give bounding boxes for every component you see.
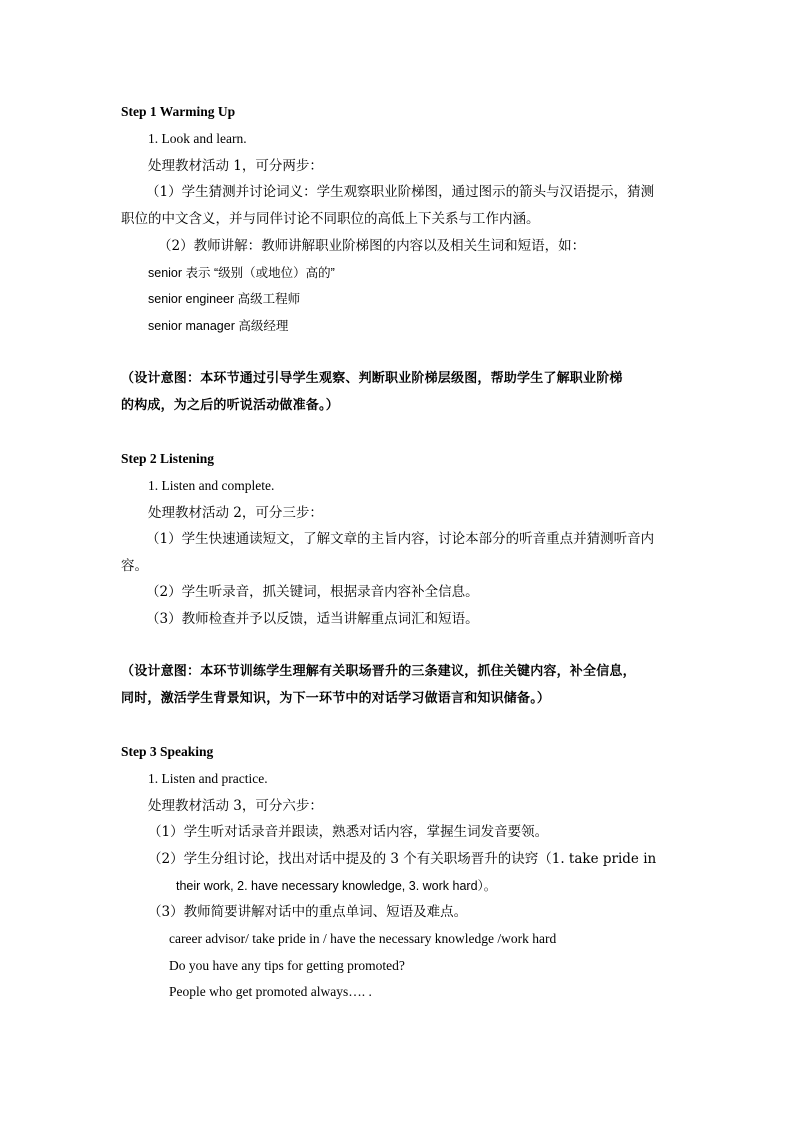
step-3-point-2-cont: their work, 2. have necessary knowledge, 3. work hard）。 (176, 879, 497, 893)
key-sentence-1: Do you have any tips for getting promoted? (169, 958, 405, 973)
step-3-point-2: （2）学生分组讨论，找出对话中提及的 3 个有关职场晋升的诀窍（1. take pride in (148, 851, 657, 867)
step-1-design-intent-cont: 的构成，为之后的听说活动做准备。） (121, 398, 339, 413)
step-2-design-intent-cont: 同时，激活学生背景知识，为下一环节中的对话学习做语言和知识储备。） (121, 691, 551, 706)
step-3-intro: 处理教材活动 3，可分六步： (148, 798, 323, 814)
step-3-heading: Step 3 Speaking (121, 744, 214, 759)
key-sentence-2: People who get promoted always…. . (169, 984, 372, 999)
vocab-senior-manager: senior manager 高级经理 (148, 319, 289, 333)
step-1-heading: Step 1 Warming Up (121, 104, 236, 119)
step-2-point-2: （2）学生听录音，抓关键词，根据录音内容补全信息。 (146, 584, 479, 600)
step-1-intro: 处理教材活动 1，可分两步： (148, 158, 323, 174)
step-2-point-1-cont: 容。 (121, 558, 148, 574)
step-1-point-1: （1）学生猜测并讨论词义：学生观察职业阶梯图，通过图示的箭头与汉语提示，猜测 (146, 184, 655, 200)
step-1-point-1-cont: 职位的中文含义，并与同伴讨论不同职位的高低上下关系与工作内涵。 (121, 211, 540, 227)
step-2-heading: Step 2 Listening (121, 451, 215, 466)
step-2-design-intent: （设计意图：本环节训练学生理解有关职场晋升的三条建议，抓住关键内容，补全信息， (121, 664, 636, 679)
step-1-design-intent: （设计意图：本环节通过引导学生观察、判断职业阶梯层级图，帮助学生了解职业阶梯 (121, 371, 623, 386)
vocab-senior: senior 表示 “级别（或地位）高的” (148, 266, 335, 280)
key-phrases: career advisor/ take pride in / have the necessary knowledge /work hard (169, 931, 557, 946)
step-2-point-3: （3）教师检查并予以反馈，适当讲解重点词汇和短语。 (146, 611, 479, 627)
step-2-point-1: （1）学生快速通读短文，了解文章的主旨内容，讨论本部分的听音重点并猜测听音内 (146, 531, 655, 547)
step-3-activity-title: 1. Listen and practice. (148, 771, 268, 786)
step-2-activity-title: 1. Listen and complete. (148, 478, 275, 493)
step-2-intro: 处理教材活动 2，可分三步： (148, 505, 323, 521)
step-1-point-2: （2）教师讲解：教师讲解职业阶梯图的内容以及相关生词和短语，如： (158, 238, 586, 254)
vocab-senior-engineer: senior engineer 高级工程师 (148, 292, 301, 306)
step-3-point-1: （1）学生听对话录音并跟读，熟悉对话内容，掌握生词发音要领。 (148, 824, 549, 840)
step-3-point-3: （3）教师简要讲解对话中的重点单词、短语及难点。 (148, 904, 468, 920)
step-1-activity-title: 1. Look and learn. (148, 131, 247, 146)
